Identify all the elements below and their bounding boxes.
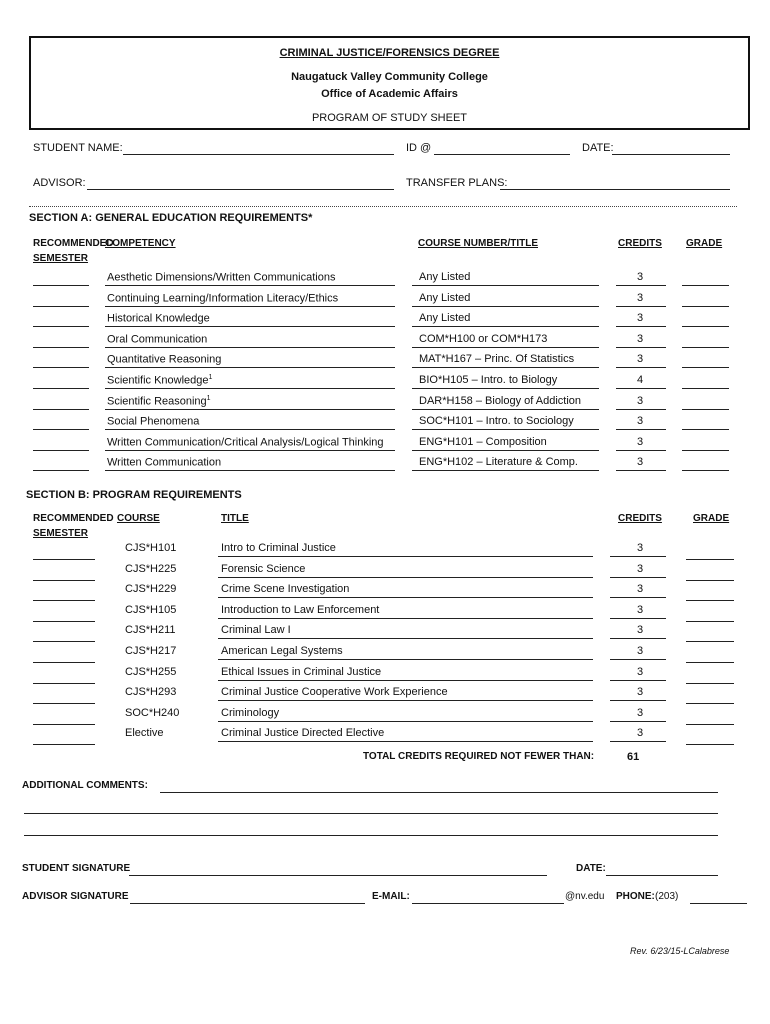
footnote-marker: 1	[208, 374, 213, 381]
section-b-title-rule	[218, 741, 593, 742]
section-b-course: CJS*H255	[125, 666, 177, 678]
section-a-credits-rule	[616, 306, 666, 307]
section-a-competency: Quantitative Reasoning	[107, 353, 222, 366]
section-b-grade-field[interactable]	[686, 600, 734, 601]
document-title: CRIMINAL JUSTICE/FORENSICS DEGREE	[279, 47, 500, 59]
section-a-grade-field[interactable]	[682, 285, 729, 286]
section-b-semester-field[interactable]	[33, 580, 95, 581]
section-a-competency: Continuing Learning/Information Literacy/Ethics	[107, 292, 339, 305]
section-a-semester-field[interactable]	[33, 450, 89, 451]
section-b-semester-field[interactable]	[33, 621, 95, 622]
section-b-course: CJS*H105	[125, 604, 177, 616]
section-a-competency: Oral Communication	[107, 333, 208, 346]
section-b-title: Criminal Justice Directed Elective	[221, 727, 385, 739]
section-a-competency: Written Communication/Critical Analysis/Logical Thinking	[107, 436, 384, 449]
header-box	[29, 36, 750, 130]
section-b-title-rule	[218, 700, 593, 701]
comments-line-3[interactable]	[24, 835, 718, 836]
section-a-competency-rule	[105, 306, 395, 307]
section-a-course-rule	[412, 450, 599, 451]
section-a-semester-field[interactable]	[33, 429, 89, 430]
transfer-plans-label: TRANSFER PLANS:	[406, 177, 508, 189]
section-a-competency-rule	[105, 450, 395, 451]
section-a-title: SECTION A: GENERAL EDUCATION REQUIREMENTS*	[29, 212, 313, 224]
section-a-competency: Scientific Knowledge$^1$	[107, 374, 213, 387]
section-a-credits-rule	[616, 367, 666, 368]
phone-label: PHONE:	[616, 891, 655, 902]
student-name-label: STUDENT NAME:	[33, 142, 123, 154]
revision-note: Rev. 6/23/15-LCalabrese	[630, 946, 730, 956]
sheet-title: PROGRAM OF STUDY SHEET	[311, 112, 468, 124]
student-signature-label: STUDENT SIGNATURE	[22, 863, 131, 874]
section-a-competency-rule	[105, 409, 395, 410]
section-a-credits: 3	[637, 456, 644, 468]
section-b-credits: 3	[637, 583, 644, 595]
section-b-course: CJS*H229	[125, 583, 177, 595]
section-b-credits: 3	[637, 666, 644, 678]
section-b-credits-rule	[610, 700, 666, 701]
section-b-grade-field[interactable]	[686, 683, 734, 684]
section-a-grade-field[interactable]	[682, 450, 729, 451]
section-b-credits: 3	[637, 686, 644, 698]
section-b-grade-field[interactable]	[686, 744, 734, 745]
section-a-course: COM*H100 or COM*H173	[419, 333, 548, 345]
section-b-grade-field[interactable]	[686, 621, 734, 622]
section-a-semester-field[interactable]	[33, 306, 89, 307]
section-a-credits-rule	[616, 409, 666, 410]
section-a-course-rule	[412, 347, 599, 348]
section-b-credits-rule	[610, 556, 666, 557]
section-b-credits-rule	[610, 618, 666, 619]
section-a-course: BIO*H105 – Intro. to Biology	[419, 374, 558, 386]
section-b-title: SECTION B: PROGRAM REQUIREMENTS	[26, 489, 242, 501]
section-a-credits-rule	[616, 450, 666, 451]
section-b-semester-field[interactable]	[33, 559, 95, 560]
section-a-course-rule	[412, 470, 599, 471]
section-a-course-rule	[412, 306, 599, 307]
section-b-title-rule	[218, 638, 593, 639]
section-a-course: Any Listed	[419, 292, 471, 304]
email-domain: @nv.edu	[565, 891, 605, 902]
additional-comments-label: ADDITIONAL COMMENTS:	[22, 780, 148, 791]
section-a-semester-header: RECOMMENDED	[33, 238, 114, 249]
section-a-semester-field[interactable]	[33, 347, 89, 348]
section-a-credits-rule	[616, 388, 666, 389]
section-a-course-rule	[412, 388, 599, 389]
footnote-marker: 1	[206, 395, 211, 402]
section-b-grade-header: GRADE	[693, 513, 730, 524]
section-b-title: Criminology	[221, 707, 280, 719]
section-b-semester-field[interactable]	[33, 662, 95, 663]
section-b-credits: 3	[637, 727, 644, 739]
section-b-credits: 3	[637, 645, 644, 657]
section-b-title: Forensic Science	[221, 563, 306, 575]
section-a-course: MAT*H167 – Princ. Of Statistics	[419, 353, 575, 365]
section-a-credits: 3	[637, 292, 644, 304]
section-a-competency: Historical Knowledge	[107, 312, 210, 325]
section-a-course-rule	[412, 285, 599, 286]
section-a-credits: 3	[637, 271, 644, 283]
signature-date-field[interactable]	[606, 875, 718, 876]
section-a-competency: Written Communication	[107, 456, 222, 469]
section-a-competency-rule	[105, 367, 395, 368]
section-b-credits: 3	[637, 624, 644, 636]
section-a-semester-field[interactable]	[33, 388, 89, 389]
section-a-course: Any Listed	[419, 271, 471, 283]
section-b-credits-rule	[610, 741, 666, 742]
section-a-credits: 3	[637, 436, 644, 448]
section-divider	[29, 206, 737, 207]
section-a-credits-rule	[616, 326, 666, 327]
section-b-title-header: TITLE	[221, 513, 249, 524]
section-a-grade-field[interactable]	[682, 388, 729, 389]
section-b-title: American Legal Systems	[221, 645, 343, 657]
section-b-credits-rule	[610, 577, 666, 578]
section-b-title-rule	[218, 597, 593, 598]
section-a-course-rule	[412, 429, 599, 430]
section-b-title: Criminal Law I	[221, 624, 291, 636]
section-a-course: SOC*H101 – Intro. to Sociology	[419, 415, 574, 427]
section-a-credits-rule	[616, 470, 666, 471]
section-a-competency-rule	[105, 470, 395, 471]
section-b-grade-field[interactable]	[686, 559, 734, 560]
student-signature-field[interactable]	[129, 875, 547, 876]
section-a-semester-field[interactable]	[33, 470, 89, 471]
section-a-credits: 3	[637, 333, 644, 345]
section-a-credits: 3	[637, 415, 644, 427]
section-a-credits-header: CREDITS	[618, 238, 662, 249]
phone-area-code: (203)	[655, 891, 679, 902]
section-b-title-rule	[218, 556, 593, 557]
section-b-semester-field[interactable]	[33, 641, 95, 642]
section-b-semester-field[interactable]	[33, 683, 95, 684]
section-b-credits-rule	[610, 680, 666, 681]
section-b-semester-field[interactable]	[33, 744, 95, 745]
section-b-title: Introduction to Law Enforcement	[221, 604, 380, 616]
transfer-plans-field[interactable]	[500, 189, 730, 190]
section-b-course: CJS*H225	[125, 563, 177, 575]
section-b-semester-header: RECOMMENDED	[33, 513, 114, 524]
total-credits-label: TOTAL CREDITS REQUIRED NOT FEWER THAN:	[363, 751, 595, 762]
section-a-grade-field[interactable]	[682, 367, 729, 368]
section-a-course: DAR*H158 – Biology of Addiction	[419, 395, 582, 407]
total-credits-value: 61	[627, 751, 640, 763]
section-b-credits: 3	[637, 707, 644, 719]
student-id-label: ID @	[406, 142, 432, 154]
student-id-field[interactable]	[434, 154, 570, 155]
section-a-grade-field[interactable]	[682, 347, 729, 348]
date-label: DATE:	[582, 142, 614, 154]
section-b-course: SOC*H240	[125, 707, 180, 719]
phone-field[interactable]	[690, 903, 747, 904]
section-b-title: Intro to Criminal Justice	[221, 542, 336, 554]
advisor-label: ADVISOR:	[33, 177, 86, 189]
section-b-grade-field[interactable]	[686, 662, 734, 663]
section-b-title-rule	[218, 577, 593, 578]
section-a-credits-rule	[616, 429, 666, 430]
section-a-grade-field[interactable]	[682, 470, 729, 471]
section-a-credits: 3	[637, 312, 644, 324]
section-a-credits: 3	[637, 395, 644, 407]
section-b-semester-field[interactable]	[33, 703, 95, 704]
section-b-semester-field[interactable]	[33, 600, 95, 601]
advisor-signature-label: ADVISOR SIGNATURE	[22, 891, 129, 902]
comments-line-2[interactable]	[24, 813, 718, 814]
section-b-course-header: COURSE	[117, 513, 160, 524]
section-b-grade-field[interactable]	[686, 703, 734, 704]
section-b-course: Elective	[125, 727, 164, 739]
college-name: Naugatuck Valley Community College	[291, 71, 488, 83]
signature-date-label: DATE:	[576, 863, 606, 874]
section-a-competency-header: COMPETENCY	[105, 238, 176, 249]
section-a-course: Any Listed	[419, 312, 471, 324]
section-a-grade-field[interactable]	[682, 429, 729, 430]
section-b-title: Crime Scene Investigation	[221, 583, 350, 595]
section-b-title: Ethical Issues in Criminal Justice	[221, 666, 382, 678]
section-a-credits-rule	[616, 285, 666, 286]
section-b-grade-field[interactable]	[686, 580, 734, 581]
section-a-competency: Scientific Reasoning$^1$	[107, 395, 211, 408]
section-a-credits-rule	[616, 347, 666, 348]
section-b-credits-rule	[610, 638, 666, 639]
email-label: E-MAIL:	[372, 891, 410, 902]
section-a-course: ENG*H101 – Composition	[419, 436, 547, 448]
section-a-competency-rule	[105, 326, 395, 327]
section-b-title-rule	[218, 618, 593, 619]
section-b-credits: 3	[637, 563, 644, 575]
advisor-field[interactable]	[87, 189, 394, 190]
section-a-credits: 4	[637, 374, 644, 386]
section-a-semester-field[interactable]	[33, 367, 89, 368]
section-b-credits: 3	[637, 542, 644, 554]
section-b-title-rule	[218, 721, 593, 722]
section-a-competency-rule	[105, 347, 395, 348]
section-a-competency-rule	[105, 285, 395, 286]
section-a-competency-rule	[105, 388, 395, 389]
section-a-grade-field[interactable]	[682, 409, 729, 410]
section-a-course: ENG*H102 – Literature & Comp.	[419, 456, 578, 468]
student-name-field[interactable]	[123, 154, 394, 155]
date-field[interactable]	[612, 154, 730, 155]
section-b-credits-rule	[610, 597, 666, 598]
email-field[interactable]	[412, 903, 564, 904]
section-b-credits-rule	[610, 721, 666, 722]
section-b-credits-rule	[610, 659, 666, 660]
section-a-grade-field[interactable]	[682, 306, 729, 307]
section-b-course: CJS*H293	[125, 686, 177, 698]
section-a-competency: Aesthetic Dimensions/Written Communications	[107, 271, 336, 284]
section-b-grade-field[interactable]	[686, 641, 734, 642]
comments-line-1[interactable]	[160, 792, 718, 793]
section-a-course-rule	[412, 326, 599, 327]
section-a-semester-header-2: SEMESTER	[33, 253, 89, 264]
section-a-course-header: COURSE NUMBER/TITLE	[418, 238, 538, 249]
section-a-semester-field[interactable]	[33, 326, 89, 327]
section-a-grade-header: GRADE	[686, 238, 723, 249]
section-a-semester-field[interactable]	[33, 285, 89, 286]
section-a-grade-field[interactable]	[682, 326, 729, 327]
section-b-course: CJS*H101	[125, 542, 177, 554]
section-a-competency: Social Phenomena	[107, 415, 200, 428]
section-b-title-rule	[218, 659, 593, 660]
section-b-title: Criminal Justice Cooperative Work Experience	[221, 686, 448, 698]
section-a-semester-field[interactable]	[33, 409, 89, 410]
section-b-title-rule	[218, 680, 593, 681]
section-b-course: CJS*H217	[125, 645, 177, 657]
section-b-semester-field[interactable]	[33, 724, 95, 725]
section-b-course: CJS*H211	[125, 624, 176, 636]
section-b-credits-header: CREDITS	[618, 513, 662, 524]
section-b-grade-field[interactable]	[686, 724, 734, 725]
section-a-credits: 3	[637, 353, 644, 365]
advisor-signature-field[interactable]	[130, 903, 365, 904]
section-b-semester-header-2: SEMESTER	[33, 528, 89, 539]
section-a-competency-rule	[105, 429, 395, 430]
section-b-credits: 3	[637, 604, 644, 616]
section-a-course-rule	[412, 367, 599, 368]
section-a-course-rule	[412, 409, 599, 410]
office-name: Office of Academic Affairs	[321, 88, 458, 100]
